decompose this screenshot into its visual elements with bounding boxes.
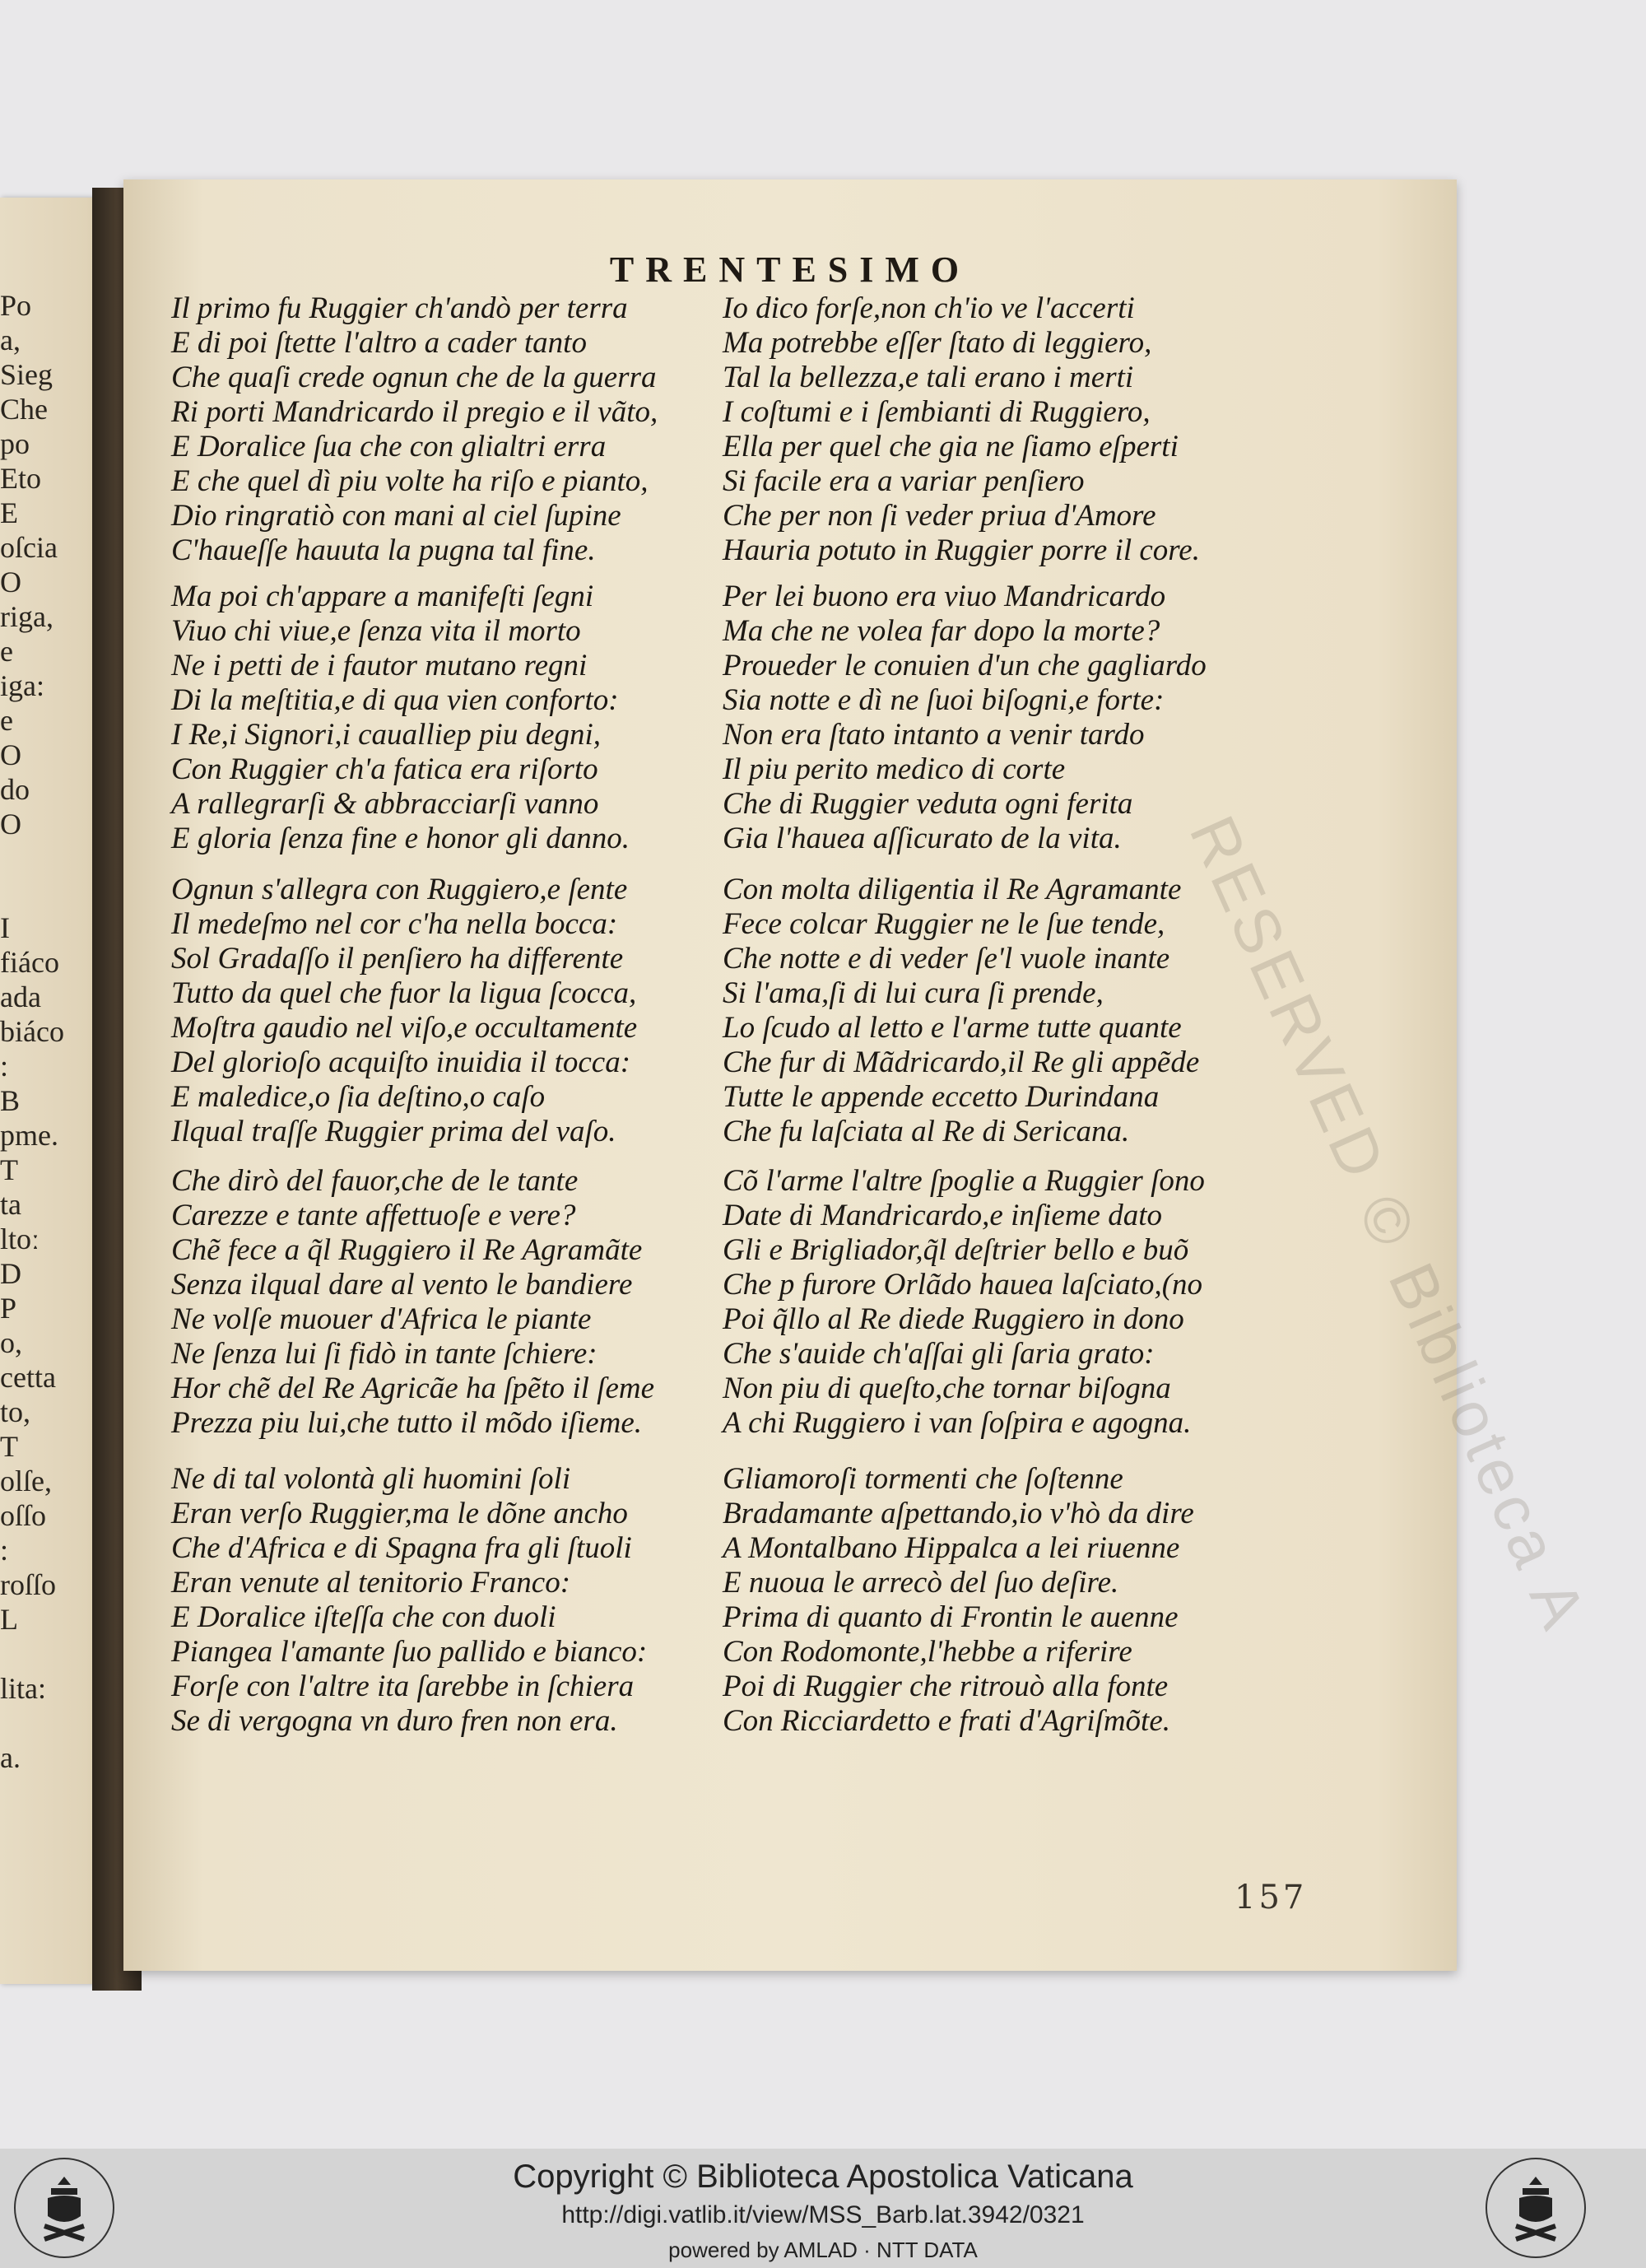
verse-line: Dio ringratiò con mani al ciel ſupine xyxy=(171,499,621,533)
verse-line: Non piu di queſto,che tornar biſogna xyxy=(723,1372,1171,1405)
verse-line: Ma poi ch'appare a manifeſti ſegni xyxy=(171,580,594,613)
verse-line: Chẽ fece a q̃l Ruggiero il Re Agramãte xyxy=(171,1233,643,1267)
verse-line: Con molta diligentia il Re Agramante xyxy=(723,873,1182,906)
previous-page-text-fragment: a. xyxy=(0,1741,21,1774)
verse-line: Io dico forſe,non ch'io ve l'accerti xyxy=(723,291,1135,325)
verse-line: Per lei buono era viuo Mandricardo xyxy=(723,580,1166,613)
verse-line: E nuoua le arrecò del ſuo deſire. xyxy=(723,1566,1119,1600)
verse-line: Moſtra gaudio nel viſo,e occultamente xyxy=(171,1011,638,1045)
previous-page-text-fragment: E xyxy=(0,496,18,529)
verse-line: Che di Ruggier veduta ogni ferita xyxy=(723,787,1133,821)
stanza-right xyxy=(723,1164,1299,1441)
verse-line: E Doralice ſua che con glialtri erra xyxy=(171,430,607,463)
verse-line: Ilqual traſſe Ruggier prima del vaſo. xyxy=(171,1115,616,1148)
previous-page-text-fragment: Po xyxy=(0,289,32,322)
verse-line: Il medeſmo nel cor c'ha nella bocca: xyxy=(171,907,618,941)
verse-line: Si facile era a variar penſiero xyxy=(723,464,1085,498)
previous-page-text-fragment: a, xyxy=(0,324,21,356)
verse-line: Che fu laſciata al Re di Sericana. xyxy=(723,1115,1130,1148)
previous-page-text-fragment: I xyxy=(0,911,10,944)
copyright-text: Copyright © Biblioteca Apostolica Vaticana xyxy=(513,2159,1133,2195)
verse-line: E che quel dì piu volte ha riſo e pianto, xyxy=(171,464,649,498)
previous-page-text-fragment: oſcia xyxy=(0,531,58,564)
verse-line: Con Ricciardetto e frati d'Agriſmõte. xyxy=(723,1704,1170,1738)
verse-line: Lo ſcudo al letto e l'arme tutte quante xyxy=(723,1011,1182,1045)
verse-line: Non era ſtato intanto a venir tardo xyxy=(723,718,1145,752)
previous-page-text-fragment: T xyxy=(0,1153,18,1186)
previous-page-text-fragment: olſe, xyxy=(0,1465,52,1497)
verse-line: Poi di Ruggier che ritrouò alla fonte xyxy=(723,1670,1169,1703)
verse-line: Si l'ama,ſi di lui cura ſi prende, xyxy=(723,976,1104,1010)
previous-page-text-fragment: iga: xyxy=(0,669,44,702)
previous-page-text-fragment: Che xyxy=(0,393,48,426)
previous-page-text-fragment: ta xyxy=(0,1188,21,1221)
previous-page-text-fragment: cetta xyxy=(0,1361,56,1394)
stanza-right xyxy=(723,1462,1299,1739)
stanza-left xyxy=(171,291,747,568)
stanza-left xyxy=(171,580,747,856)
stanza-right xyxy=(723,580,1299,856)
previous-page-text-fragment: e xyxy=(0,704,13,737)
verse-line: Fece colcar Ruggier ne le ſue tende, xyxy=(723,907,1165,941)
verse-line: Sia notte e dì ne ſuoi biſogni,e forte: xyxy=(723,683,1165,717)
stanza-right xyxy=(723,873,1299,1149)
verse-line: Che quaſi crede ognun che de la guerra xyxy=(171,361,657,394)
previous-page-text-fragment: D xyxy=(0,1257,21,1290)
running-head: TRENTESIMO xyxy=(609,249,971,290)
verse-line: Ma potrebbe eſſer ſtato di leggiero, xyxy=(723,326,1152,360)
previous-page-text-fragment: O xyxy=(0,808,21,841)
verse-line: Eran verſo Ruggier,ma le dõne ancho xyxy=(171,1497,628,1530)
verse-line: Forſe con l'altre ita ſarebbe in ſchiera xyxy=(171,1670,635,1703)
verse-line: Che per non ſi veder priua d'Amore xyxy=(723,499,1156,533)
verse-line: Che s'auide ch'aſſai gli ſaria grato: xyxy=(723,1337,1155,1371)
verse-line: E di poi ſtette l'altro a cader tanto xyxy=(171,326,587,360)
verse-line: Gia l'hauea aſſicurato de la vita. xyxy=(723,822,1122,855)
verse-line: Date di Mandricardo,e inſieme dato xyxy=(723,1199,1163,1232)
verse-line: Tutto da quel che fuor la ligua ſcocca, xyxy=(171,976,637,1010)
verse-line: Proueder le conuien d'un che gagliardo xyxy=(723,649,1207,682)
verse-line: Ognun s'allegra con Ruggiero,e ſente xyxy=(171,873,628,906)
watermark: RESERVED © Biblioteca A xyxy=(1175,805,1602,1643)
previous-page-text-fragment: roſſo xyxy=(0,1568,56,1601)
verse-line: Viuo chi viue,e ſenza vita il morto xyxy=(171,614,581,648)
verse-line: E gloria ſenza fine e honor gli danno. xyxy=(171,822,630,855)
verse-line: Bradamante aſpettando,io v'hò da dire xyxy=(723,1497,1194,1530)
verse-line: Che notte e di veder ſe'l vuole inante xyxy=(723,942,1170,976)
previous-page-text-fragment: B xyxy=(0,1084,21,1117)
book-page xyxy=(123,179,1602,1971)
previous-page-text-fragment: oſſo xyxy=(0,1499,47,1532)
previous-page-text-fragment: L xyxy=(0,1603,18,1636)
previous-page-text-fragment: : xyxy=(0,1050,9,1083)
vatican-library-seal-icon xyxy=(1483,2155,1588,2261)
folio-number: 157 xyxy=(1234,1879,1308,1916)
previous-page-text-fragment: : xyxy=(0,1534,9,1567)
verse-line: Ri porti Mandricardo il pregio e il vãto, xyxy=(171,395,658,429)
verse-line: E Doralice iſteſſa che con duoli xyxy=(171,1600,556,1634)
previous-page-text-fragment: O xyxy=(0,738,21,771)
verse-line: Prezza piu lui,che tutto il mõdo iſieme. xyxy=(171,1406,643,1440)
verse-line: Hauria potuto in Ruggier porre il core. xyxy=(723,533,1200,567)
verse-line: Con Ruggier ch'a fatica era riſorto xyxy=(171,752,598,786)
previous-page-text-fragment: to, xyxy=(0,1395,31,1428)
verse-line: Gliamoroſi tormenti che ſoſtenne xyxy=(723,1462,1123,1496)
verse-line: Tal la bellezza,e tali erano i merti xyxy=(723,361,1134,394)
verse-line: Del glorioſo acquiſto inuidia il tocca: xyxy=(171,1046,631,1079)
previous-page-text-fragment: Eto xyxy=(0,462,41,495)
verse-line: Il piu perito medico di corte xyxy=(723,752,1066,786)
verse-line: Di la meſtitia,e di qua vien conforto: xyxy=(171,683,619,717)
verse-line: Ma che ne volea far dopo la morte? xyxy=(723,614,1160,648)
previous-page-text-fragment: do xyxy=(0,773,30,806)
verse-line: Piangea l'amante ſuo pallido e bianco: xyxy=(171,1635,648,1669)
powered-by: powered by AMLAD · NTT DATA xyxy=(668,2238,978,2262)
previous-page-text-fragment: fiáco xyxy=(0,946,59,979)
verse-line: A Montalbano Hippalca a lei riuenne xyxy=(723,1531,1180,1565)
previous-page-text-fragment: T xyxy=(0,1430,18,1463)
previous-page-text-fragment: Sieg xyxy=(0,358,53,391)
verse-line: A chi Ruggiero i van ſoſpira e agogna. xyxy=(723,1406,1192,1440)
verse-line: Che p furore Orlãdo hauea laſciato,(no xyxy=(723,1268,1203,1302)
verse-line: I Re,i Signori,i caualliер piu degni, xyxy=(171,718,602,752)
stanza-right xyxy=(723,291,1299,568)
verse-line: Eran venute al tenitorio Franco: xyxy=(171,1566,571,1600)
previous-page-text-fragment: O xyxy=(0,566,21,598)
stanza-left xyxy=(171,1164,747,1441)
verse-line: E maledice,o ſia deſtino,o caſo xyxy=(171,1080,546,1114)
previous-page-text-fragment: P xyxy=(0,1292,17,1325)
source-url[interactable]: http://digi.vatlib.it/view/MSS_Barb.lat.3942/0321 xyxy=(561,2201,1085,2228)
verse-line: Carezze e tante affettuoſe e vere? xyxy=(171,1199,576,1232)
previous-page-text-fragment: po xyxy=(0,427,30,460)
verse-line: Senza ilqual dare al vento le bandiere xyxy=(171,1268,633,1302)
verse-line: Ella per quel che gia ne ſiamo eſperti xyxy=(723,430,1179,463)
verse-line: Che d'Africa e di Spagna fra gli ſtuoli xyxy=(171,1531,632,1565)
previous-page-text-fragment: ltoː xyxy=(0,1222,40,1255)
verse-line: Gli e Brigliador,q̃l deſtrier bello e buõ xyxy=(723,1233,1189,1267)
verse-line: Prima di quanto di Frontin le auenne xyxy=(723,1600,1179,1634)
verse-line: Il primo fu Ruggier ch'andò per terra xyxy=(171,291,628,325)
stanza-left xyxy=(171,873,747,1149)
verse-line: I coſtumi e i ſembianti di Ruggiero, xyxy=(723,395,1151,429)
verse-line: Cõ l'arme l'altre ſpoglie a Ruggier ſono xyxy=(723,1164,1205,1198)
previous-page-text-fragment: ada xyxy=(0,980,41,1013)
stanza-left xyxy=(171,1462,747,1739)
previous-page-text-fragment: pme. xyxy=(0,1119,58,1152)
previous-page-text-fragment: riga, xyxy=(0,600,53,633)
verse-line: Sol Gradaſſo il penſiero ha differente xyxy=(171,942,624,976)
previous-page-text-fragment: e xyxy=(0,635,13,668)
previous-page-text-fragment: lita: xyxy=(0,1672,46,1705)
verse-line: Ne di tal volontà gli huomini ſoli xyxy=(171,1462,571,1496)
verse-line: Con Rodomonte,l'hebbe a riferire xyxy=(723,1635,1132,1669)
verse-line: Hor chẽ del Re Agricãe ha ſpẽto il ſeme xyxy=(171,1372,655,1405)
verse-line: Ne ſenza lui ſi fidò in tante ſchiere: xyxy=(171,1337,597,1371)
verse-line: C'haueſſe hauuta la pugna tal fine. xyxy=(171,533,596,567)
verse-line: Ne volſe muouer d'Africa le piante xyxy=(171,1302,592,1336)
verse-line: Che fur di Mãdricardo,il Re gli appẽde xyxy=(723,1046,1200,1079)
verse-line: A rallegrarſi & abbracciarſi vanno xyxy=(171,787,599,821)
verse-line: Poi q̃llo al Re diede Ruggiero in dono xyxy=(723,1302,1184,1336)
verse-line: Ne i petti de i fautor mutano regni xyxy=(171,649,588,682)
copyright-footer xyxy=(0,2149,1646,2268)
previous-page-text-fragment: biáco xyxy=(0,1015,64,1048)
verse-line: Se di vergogna vn duro fren non era. xyxy=(171,1704,618,1738)
verse-line: Che dirò del fauor,che de le tante xyxy=(171,1164,579,1198)
verse-line: Tutte le appende eccetto Durindana xyxy=(723,1080,1160,1114)
previous-page-text-fragment: o, xyxy=(0,1326,22,1359)
